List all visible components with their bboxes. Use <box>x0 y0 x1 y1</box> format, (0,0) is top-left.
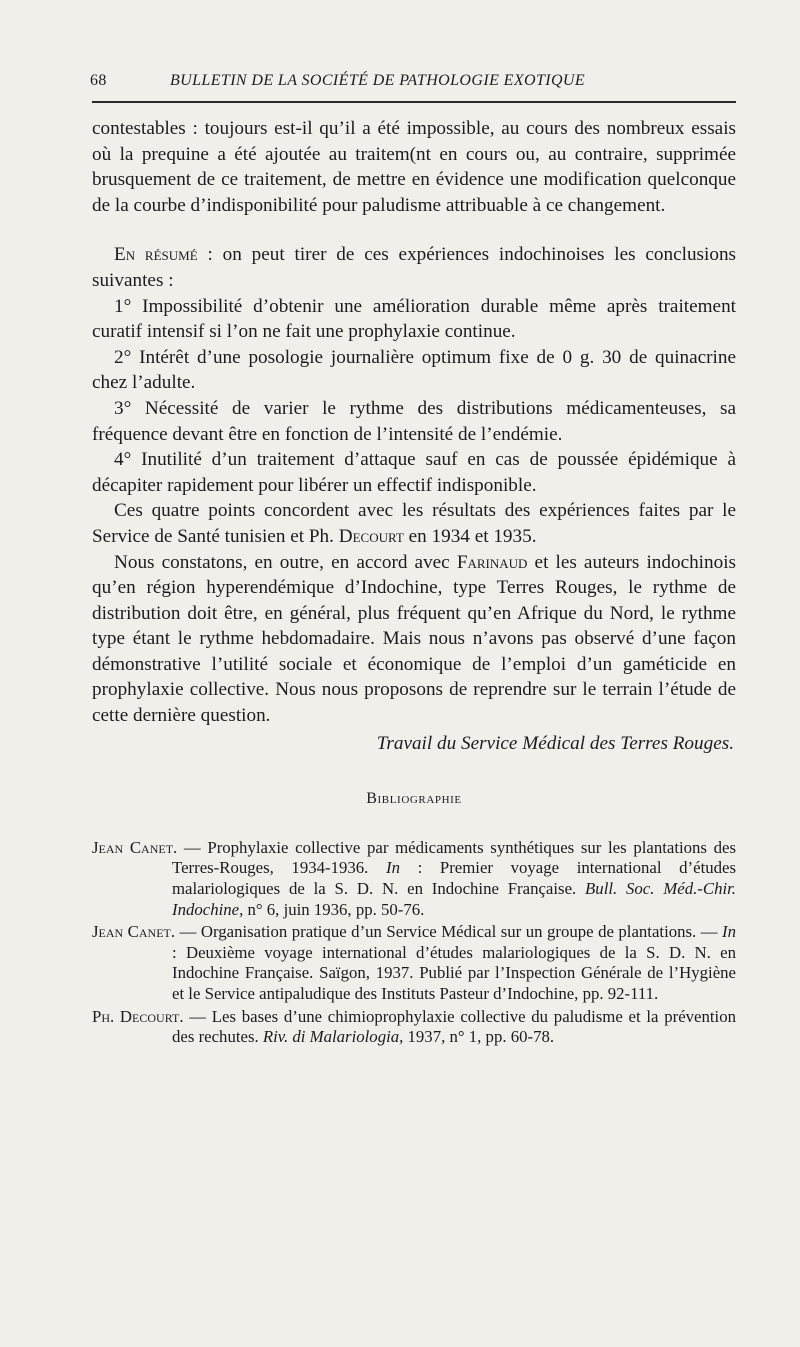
summary-lead: En résumé <box>114 244 198 266</box>
conclusion-3: 3° Nécessité de varier le rythme des distributions médicamenteuses, sa fréquence devant être en fonction de l’intensité de l’endémie. <box>92 397 736 445</box>
conclusion-2: 2° Intérêt d’une posologie journalière optimum fixe de 0 g. 30 de quinacrine chez l’adulte. <box>92 346 736 394</box>
reference-text: 1937, n° 1, pp. 60-78. <box>403 1027 555 1047</box>
reference-text: — Prophylaxie collective par médicaments synthétiques sur les plantations des Terres-Rouges, 1934-1936. <box>172 837 736 878</box>
concordance-text-a: Ces quatre points concordent avec les résultats des expériences faites par le Service de Santé tunisien et Ph. <box>92 500 736 547</box>
reference-1 <box>92 838 736 920</box>
reference-journal: Riv. di Malariologia, <box>262 1027 404 1047</box>
concordance-text-b: en 1934 et 1935. <box>403 525 537 547</box>
reference-journal: Bull. Soc. Méd.-Chir. Indochine, <box>172 879 736 919</box>
paragraph-summary <box>92 242 736 293</box>
page-number: 68 <box>90 72 107 89</box>
header-rule <box>92 101 736 103</box>
reference-2 <box>92 922 736 1004</box>
observations-text-b: et les auteurs indochinois qu’en région hyperendémique d’Indochine, type Terres Rouges, le rythme de distribution doit être, en général, plus fréquent qu’en Afrique du Nord, le rythme type étant le rythme hebdomadaire. Mais nous n’avons pas observé d’une façon démonstrative l’utilité sociale et économique de l’emploi d’un gaméticide en prophylaxie collective. Nous nous proposons de reprendre sur le terrain l’étude de cette dernière question. <box>92 551 736 727</box>
running-title: BULLETIN DE LA SOCIÉTÉ DE PATHOLOGIE EXOTIQUE <box>170 72 586 89</box>
page-header <box>90 72 736 90</box>
reference-3 <box>92 1007 736 1048</box>
bibliography-list <box>92 838 736 1048</box>
reference-in: In <box>385 858 400 878</box>
paragraph-observations <box>92 550 736 729</box>
conclusion-1: 1° Impossibilité d’obtenir une amélioration durable même après traitement curatif intensif si l’on ne fait une prophylaxie continue. <box>92 295 736 343</box>
reference-author: Ph. Decourt. <box>92 1006 184 1026</box>
conclusion-4: 4° Inutilité d’un traitement d’attaque sauf en cas de poussée épidémique à décapiter rapidement pour libérer un effectif indisponible. <box>92 449 736 496</box>
reference-author: Jean Canet. <box>92 922 176 942</box>
reference-author: Jean Canet. <box>92 837 178 857</box>
reference-text: — Les bases d’une chimioprophylaxie collective du paludisme et la prévention des rechutes. <box>172 1006 736 1047</box>
reference-text: : Deuxième voyage international d’études malariologiques de la S. D. N. en Indochine Française. Saïgon, 1937. Publié par l’Inspection Générale de l’Hygiène et le Service antipaludique des Instituts Pasteur d’Indochine, pp. 92-111. <box>172 942 736 1003</box>
author-name-decourt: Decourt <box>338 525 404 547</box>
summary-text: : on peut tirer de ces expériences indochinoises les conclusions suivantes : <box>92 244 737 291</box>
article-body <box>92 116 736 1048</box>
reference-text: — Organisation pratique d’un Service Médical sur un groupe de plantations. — <box>175 922 723 942</box>
bibliography-title: Bibliographie <box>366 790 462 808</box>
author-name-farinaud: Farinaud <box>456 551 528 573</box>
reference-text: n° 6, juin 1936, pp. 50-76. <box>243 899 425 919</box>
paragraph-concordance <box>92 498 736 549</box>
reference-text: : Premier voyage international d’études malariologiques de la S. D. N. en Indochine Française. <box>172 858 736 899</box>
signature-line: Travail du Service Médical des Terres Rouges. <box>376 732 734 754</box>
paragraph-continuation: contestables : toujours est-il qu’il a été impossible, au cours des nombreux essais où la prequine a été ajoutée au traitem(nt en cours ou, au contraire, supprimée brusquement de ce traitement, de mettre en évidence une modification quelconque de la courbe d’indisponibilité pour paludisme attribuable à ce changement. <box>92 118 736 216</box>
reference-in: In <box>722 922 736 942</box>
observations-text-a: Nous constatons, en outre, en accord avec <box>114 551 457 573</box>
